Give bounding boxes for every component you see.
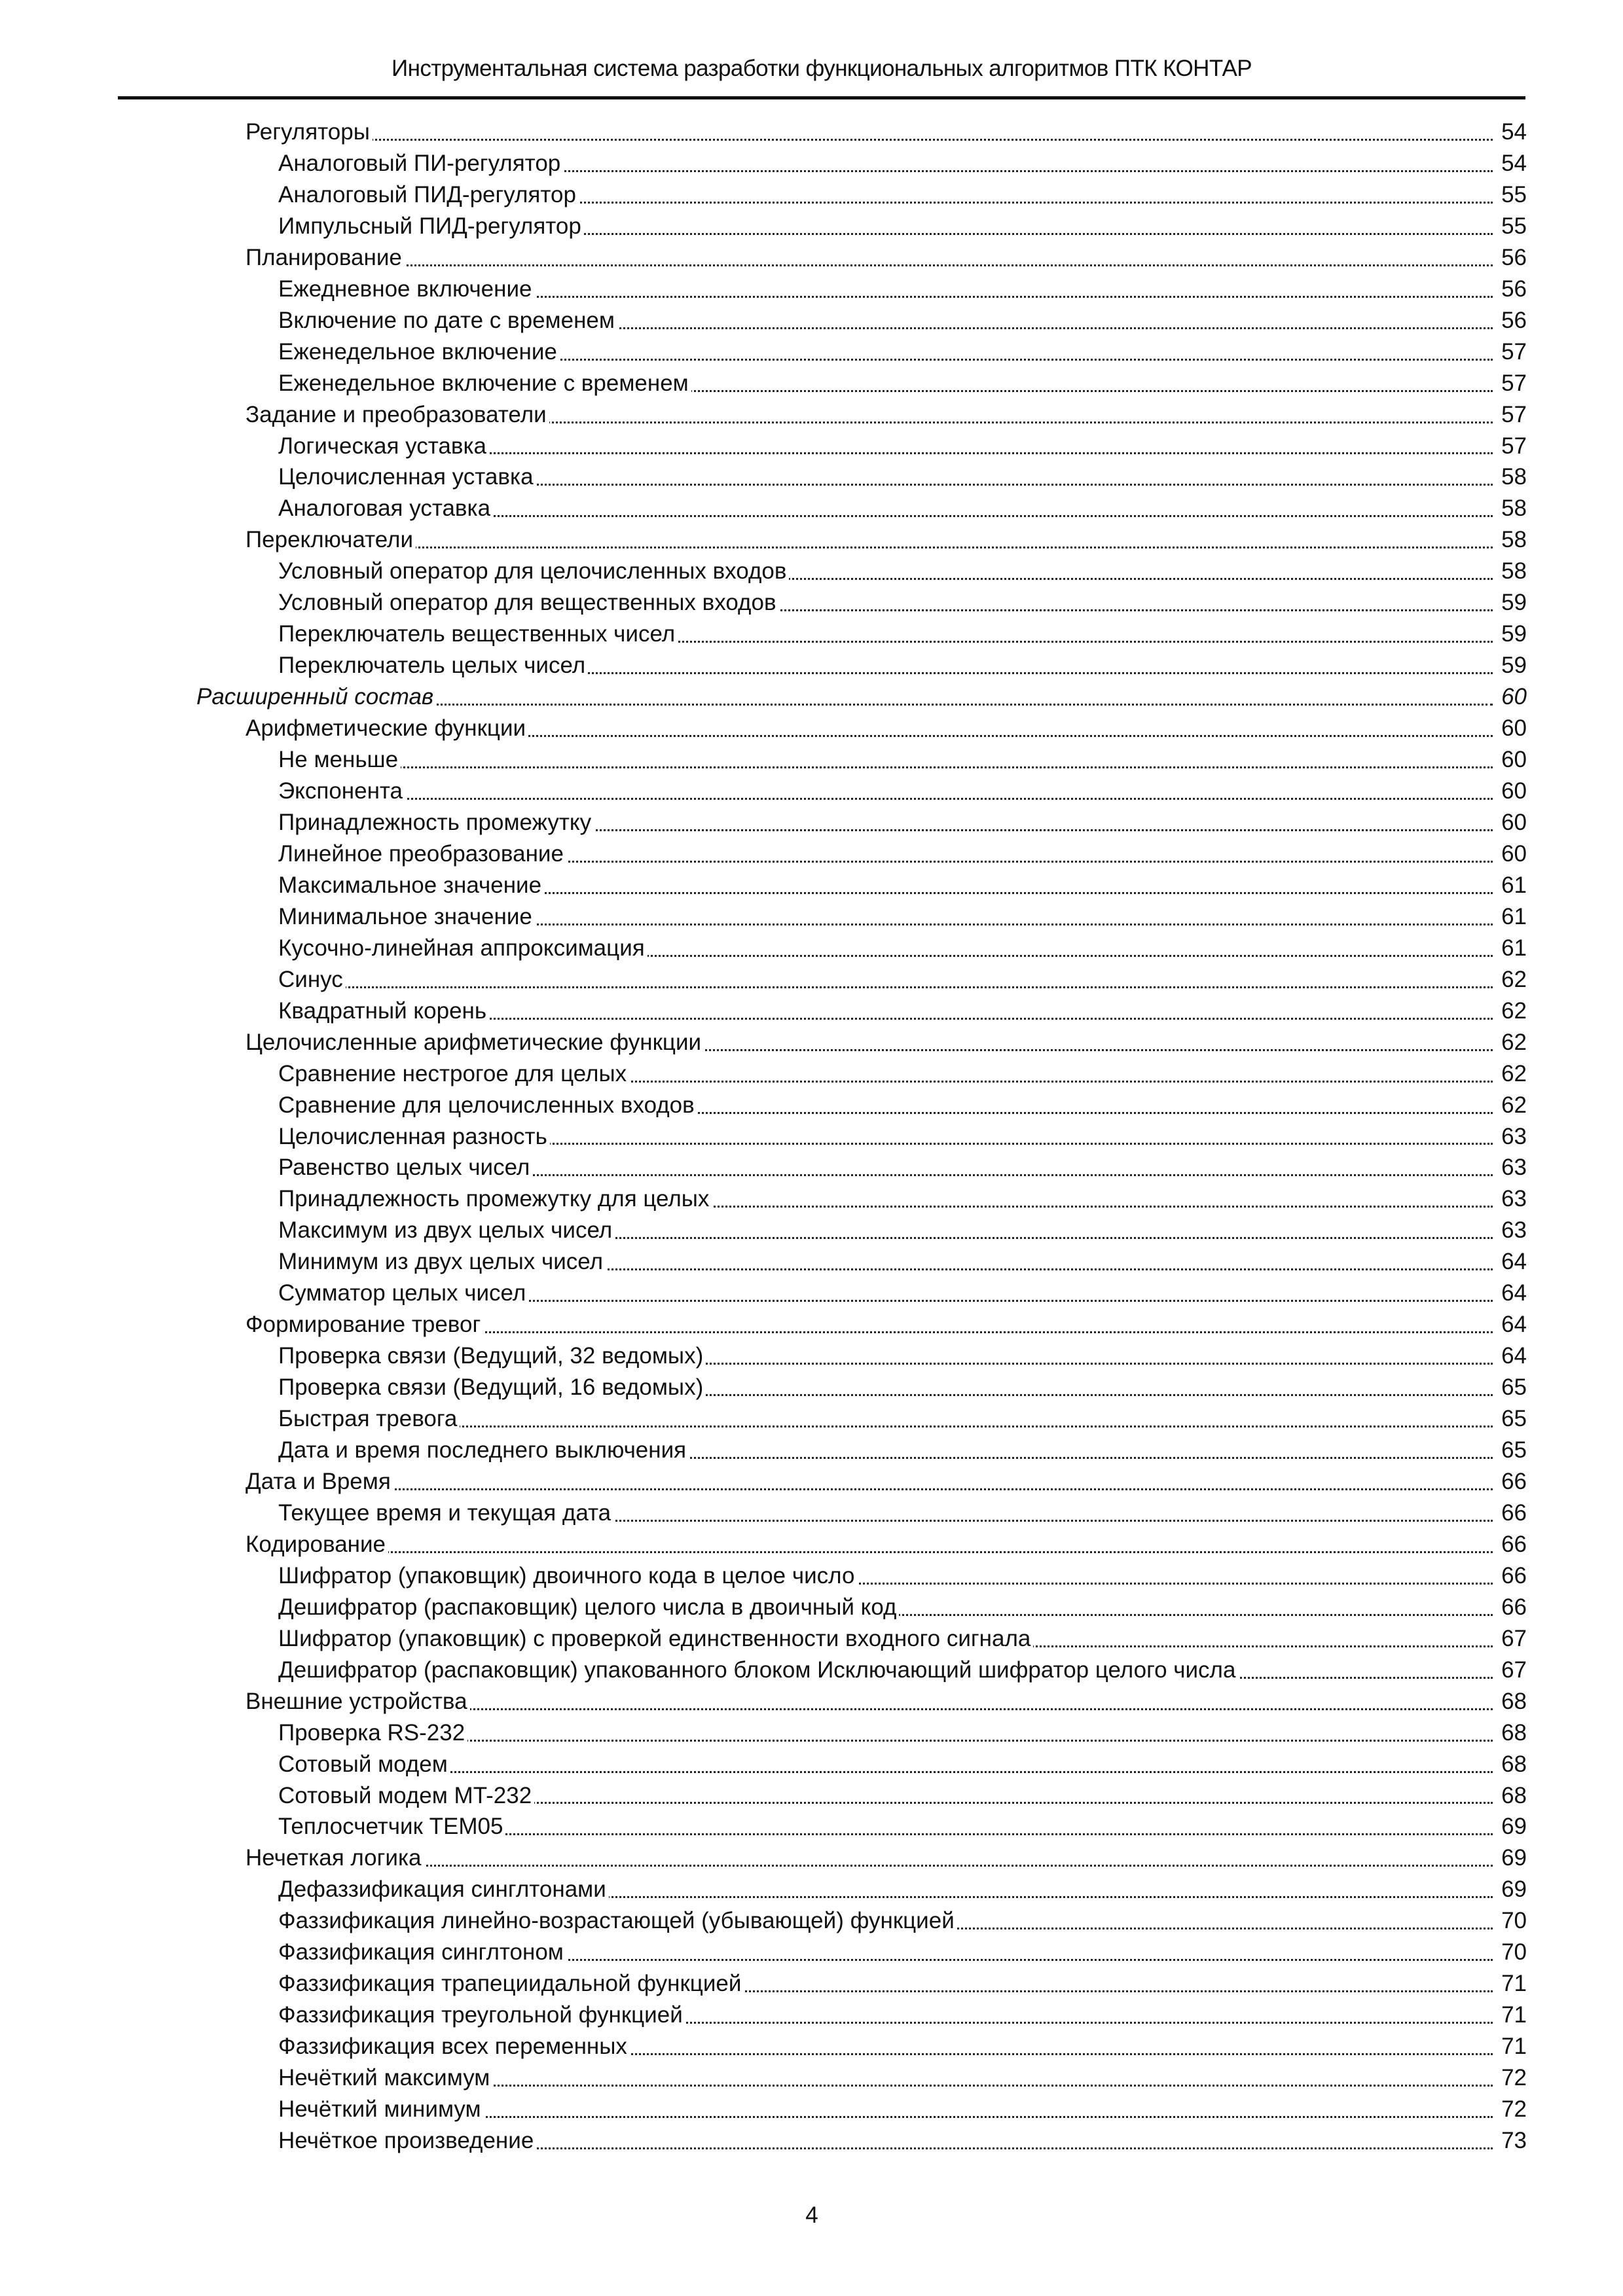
toc-entry-page: 67 [1493,1623,1527,1655]
toc-entry-title: Проверка связи (Ведущий, 16 ведомых) [278,1374,706,1400]
toc-entry-title: Дата и время последнего выключения [278,1437,689,1463]
toc-entry-title: Переключатель вещественных чисел [278,621,678,647]
toc-entry-title: Целочисленные арифметические функции [246,1030,704,1055]
toc-entry [278,431,1527,462]
toc-entry [278,1623,1527,1655]
toc-entry [246,713,1527,744]
toc-entry [246,524,1527,556]
toc-entry [278,619,1527,650]
toc-entry [278,587,1527,619]
toc-entry-page: 55 [1493,179,1527,211]
toc-entry-title: Проверка связи (Ведущий, 32 ведомых) [278,1343,706,1369]
toc-entry-page: 60 [1493,838,1527,870]
toc-entry-title: Фаззификация всех переменных [278,2034,630,2059]
toc-entry-title: Переключатели [246,527,416,552]
toc-entry [278,807,1527,838]
toc-entry [278,2094,1527,2125]
toc-entry [278,1058,1527,1090]
toc-entry-title: Аналоговая уставка [278,495,493,521]
toc-entry-title: Фаззификация синглтоном [278,1939,566,1965]
toc-entry-title: Экспонента [278,778,405,804]
toc-entry-page: 60 [1493,744,1527,776]
toc-entry-page: 60 [1493,807,1527,838]
toc-entry [278,1372,1527,1403]
toc-entry-title: Нечёткий максимум [278,2065,492,2090]
toc-entry-title: Арифметические функции [246,715,528,741]
toc-entry-page: 54 [1493,148,1527,179]
toc-entry [246,399,1527,431]
toc-entry-page: 57 [1493,336,1527,368]
toc-entry-title: Сравнение для целочисленных входов [278,1092,697,1118]
toc-entry-title: Нечёткое произведение [278,2128,536,2153]
toc-entry-page: 70 [1493,1905,1527,1937]
toc-entry-title: Целочисленная уставка [278,464,536,490]
toc-entry-title: Текущее время и текущая дата [278,1500,613,1526]
toc-entry-page: 70 [1493,1937,1527,1968]
toc-entry-page: 60 [1493,681,1527,713]
toc-entry-title: Еженедельное включение с временем [278,370,691,396]
toc-entry-page: 71 [1493,1968,1527,2000]
toc-dot-leader [246,1488,1493,1490]
toc-entry [278,1498,1527,1529]
toc-entry [278,461,1527,493]
toc-entry [278,148,1527,179]
toc-entry-page: 62 [1493,996,1527,1027]
toc-entry-page: 67 [1493,1655,1527,1686]
toc-dot-leader [246,139,1493,141]
toc-entry-page: 59 [1493,619,1527,650]
toc-dot-leader [246,1551,1493,1553]
toc-entry [278,776,1527,807]
toc-entry [278,1780,1527,1812]
toc-entry-title: Расширенный состав [196,684,436,709]
toc-dot-leader [278,766,1493,768]
toc-entry-title: Аналоговый ПИ-регулятор [278,151,563,176]
toc-entry [246,1027,1527,1058]
toc-entry-page: 60 [1493,713,1527,744]
toc-entry-title: Синус [278,967,346,992]
page-number: 4 [805,2202,818,2228]
toc-entry-title: Нечеткая логика [246,1845,424,1871]
toc-dot-leader [278,1426,1493,1427]
toc-entry-title: Задание и преобразователи [246,402,549,427]
toc-entry [278,650,1527,681]
toc-entry-page: 73 [1493,2125,1527,2157]
toc-entry [278,1215,1527,1246]
toc-entry-page: 71 [1493,2000,1527,2031]
toc-entry [278,1152,1527,1183]
toc-entry [278,996,1527,1027]
toc-entry [278,933,1527,964]
toc-entry-page: 58 [1493,524,1527,556]
table-of-contents [196,117,1527,2157]
toc-entry [278,2031,1527,2062]
toc-entry-title: Максимальное значение [278,872,544,898]
toc-entry-page: 65 [1493,1435,1527,1466]
toc-entry [246,1309,1527,1340]
toc-entry-title: Принадлежность промежутку [278,810,594,835]
toc-entry-title: Принадлежность промежутку для целых [278,1186,712,1211]
toc-entry-page: 55 [1493,211,1527,242]
toc-entry-page: 65 [1493,1403,1527,1435]
toc-entry [278,1717,1527,1749]
toc-entry [278,305,1527,336]
toc-entry [278,838,1527,870]
toc-entry-page: 62 [1493,1090,1527,1121]
toc-entry [278,1435,1527,1466]
toc-entry-page: 63 [1493,1215,1527,1246]
toc-entry-page: 72 [1493,2062,1527,2094]
toc-entry [278,1090,1527,1121]
toc-entry [278,179,1527,211]
toc-entry-title: Ежедневное включение [278,276,535,302]
toc-entry [278,1968,1527,2000]
toc-entry-title: Минимум из двух целых чисел [278,1249,606,1274]
toc-entry [278,368,1527,399]
toc-entry [278,1560,1527,1592]
toc-entry [278,744,1527,776]
toc-entry [278,964,1527,996]
toc-entry-title: Теплосчетчик ТЕМ05 [278,1814,505,1839]
toc-entry-page: 68 [1493,1780,1527,1812]
toc-entry-page: 56 [1493,242,1527,274]
toc-entry-page: 59 [1493,587,1527,619]
toc-entry [278,1749,1527,1780]
toc-entry-page: 63 [1493,1152,1527,1183]
toc-entry [278,1121,1527,1153]
toc-entry-page: 62 [1493,1058,1527,1090]
toc-entry-page: 66 [1493,1466,1527,1498]
toc-entry-title: Целочисленная разность [278,1124,550,1149]
toc-entry-page: 71 [1493,2031,1527,2062]
toc-entry-title: Нечёткий минимум [278,2096,484,2122]
toc-entry-page: 61 [1493,870,1527,901]
toc-entry-title: Сравнение нестрогое для целых [278,1061,629,1086]
toc-entry-page: 66 [1493,1560,1527,1592]
toc-entry-title: Максимум из двух целых чисел [278,1217,615,1243]
toc-entry-title: Шифратор (упаковщик) с проверкой единственности входного сигнала [278,1626,1033,1651]
toc-dot-leader [246,1865,1493,1867]
toc-dot-leader [278,798,1493,800]
toc-entry-page: 63 [1493,1121,1527,1153]
toc-entry [278,1874,1527,1905]
toc-entry [278,1811,1527,1842]
toc-entry-title: Дата и Время [246,1469,393,1494]
toc-entry-title: Фаззификация трапециидальной функцией [278,1971,744,1996]
toc-entry-page: 57 [1493,368,1527,399]
toc-entry [278,901,1527,933]
toc-entry-title: Равенство целых чисел [278,1155,532,1180]
toc-dot-leader [278,986,1493,988]
toc-entry-page: 57 [1493,399,1527,431]
toc-entry-title: Формирование тревог [246,1312,483,1337]
toc-entry [278,211,1527,242]
toc-entry [278,336,1527,368]
toc-entry-page: 68 [1493,1717,1527,1749]
toc-entry-page: 56 [1493,305,1527,336]
toc-entry-page: 64 [1493,1246,1527,1278]
toc-entry [278,2000,1527,2031]
toc-entry-page: 69 [1493,1842,1527,1874]
toc-entry-page: 68 [1493,1686,1527,1717]
toc-entry-title: Логическая уставка [278,433,489,459]
toc-entry [278,1655,1527,1686]
toc-entry [246,242,1527,274]
toc-dot-leader [246,547,1493,548]
toc-entry-page: 57 [1493,431,1527,462]
toc-entry-page: 64 [1493,1278,1527,1309]
toc-entry [278,1905,1527,1937]
toc-entry-title: Переключатель целых чисел [278,653,588,678]
toc-entry [278,1403,1527,1435]
toc-entry-page: 58 [1493,493,1527,524]
toc-entry [278,274,1527,305]
toc-entry-page: 66 [1493,1498,1527,1529]
toc-entry-title: Дефаззификация синглтонами [278,1876,609,1902]
toc-entry-title: Фаззификация линейно-возрастающей (убывающей) функцией [278,1908,957,1933]
toc-entry [278,870,1527,901]
toc-entry-title: Внешние устройства [246,1689,470,1714]
toc-entry [246,1466,1527,1498]
toc-entry-title: Включение по дате с временем [278,308,617,333]
toc-entry-page: 64 [1493,1309,1527,1340]
toc-entry-page: 63 [1493,1183,1527,1215]
toc-entry [246,1686,1527,1717]
toc-entry-title: Дешифратор (распаковщик) упакованного блоком Исключающий шифратор целого числа [278,1657,1238,1683]
toc-entry-page: 62 [1493,1027,1527,1058]
toc-entry-title: Сумматор целых чисел [278,1280,528,1306]
toc-entry-page: 69 [1493,1811,1527,1842]
toc-entry-page: 64 [1493,1340,1527,1372]
toc-entry-title: Условный оператор для вещественных входов [278,590,779,615]
toc-entry-title: Кодирование [246,1532,388,1557]
toc-entry-page: 61 [1493,901,1527,933]
toc-entry-page: 59 [1493,650,1527,681]
toc-entry-title: Условный оператор для целочисленных входов [278,558,789,584]
toc-entry-title: Кусочно-линейная аппроксимация [278,935,647,961]
toc-entry-page: 62 [1493,964,1527,996]
toc-entry [278,1340,1527,1372]
toc-entry [278,1246,1527,1278]
toc-entry-title: Планирование [246,245,405,270]
toc-entry-title: Сотовый модем MT-232 [278,1783,534,1808]
toc-entry-page: 58 [1493,556,1527,587]
toc-entry [246,1529,1527,1560]
toc-entry-title: Не меньше [278,747,401,772]
toc-entry [278,1183,1527,1215]
toc-entry-page: 56 [1493,274,1527,305]
toc-entry [278,2062,1527,2094]
toc-dot-leader [278,1771,1493,1773]
toc-entry-title: Шифратор (упаковщик) двоичного кода в целое число [278,1563,857,1588]
toc-entry-page: 66 [1493,1592,1527,1623]
toc-entry [278,556,1527,587]
toc-entry [246,117,1527,148]
toc-entry-title: Аналоговый ПИД-регулятор [278,182,579,207]
toc-entry-title: Быстрая тревога [278,1406,460,1431]
toc-entry-title: Дешифратор (распаковщик) целого числа в двоичный код [278,1594,899,1620]
toc-entry-page: 58 [1493,461,1527,493]
toc-entry-page: 69 [1493,1874,1527,1905]
toc-entry-page: 72 [1493,2094,1527,2125]
toc-entry-page: 65 [1493,1372,1527,1403]
toc-entry [278,1278,1527,1309]
toc-entry-page: 68 [1493,1749,1527,1780]
toc-entry-title: Проверка RS-232 [278,1720,467,1746]
toc-entry-title: Фаззификация треугольной функцией [278,2002,685,2028]
toc-entry [278,2125,1527,2157]
toc-section-heading [196,681,1527,713]
toc-entry-page: 66 [1493,1529,1527,1560]
toc-entry [278,1592,1527,1623]
toc-entry-page: 61 [1493,933,1527,964]
toc-entry-page: 60 [1493,776,1527,807]
toc-entry-title: Сотовый модем [278,1751,450,1777]
toc-dot-leader [246,264,1493,266]
toc-entry-title: Квадратный корень [278,998,489,1024]
toc-entry-title: Еженедельное включение [278,339,560,365]
toc-entry-title: Линейное преобразование [278,841,566,867]
page-header: Инструментальная система разработки функциональных алгоритмов ПТК КОНТАР [392,56,1252,81]
toc-entry [246,1842,1527,1874]
toc-entry [278,1937,1527,1968]
toc-entry-page: 54 [1493,117,1527,148]
toc-entry-title: Минимальное значение [278,904,535,929]
toc-entry-title: Регуляторы [246,119,373,145]
header-rule [118,96,1525,99]
toc-entry [278,493,1527,524]
toc-entry-title: Импульсный ПИД-регулятор [278,213,584,239]
